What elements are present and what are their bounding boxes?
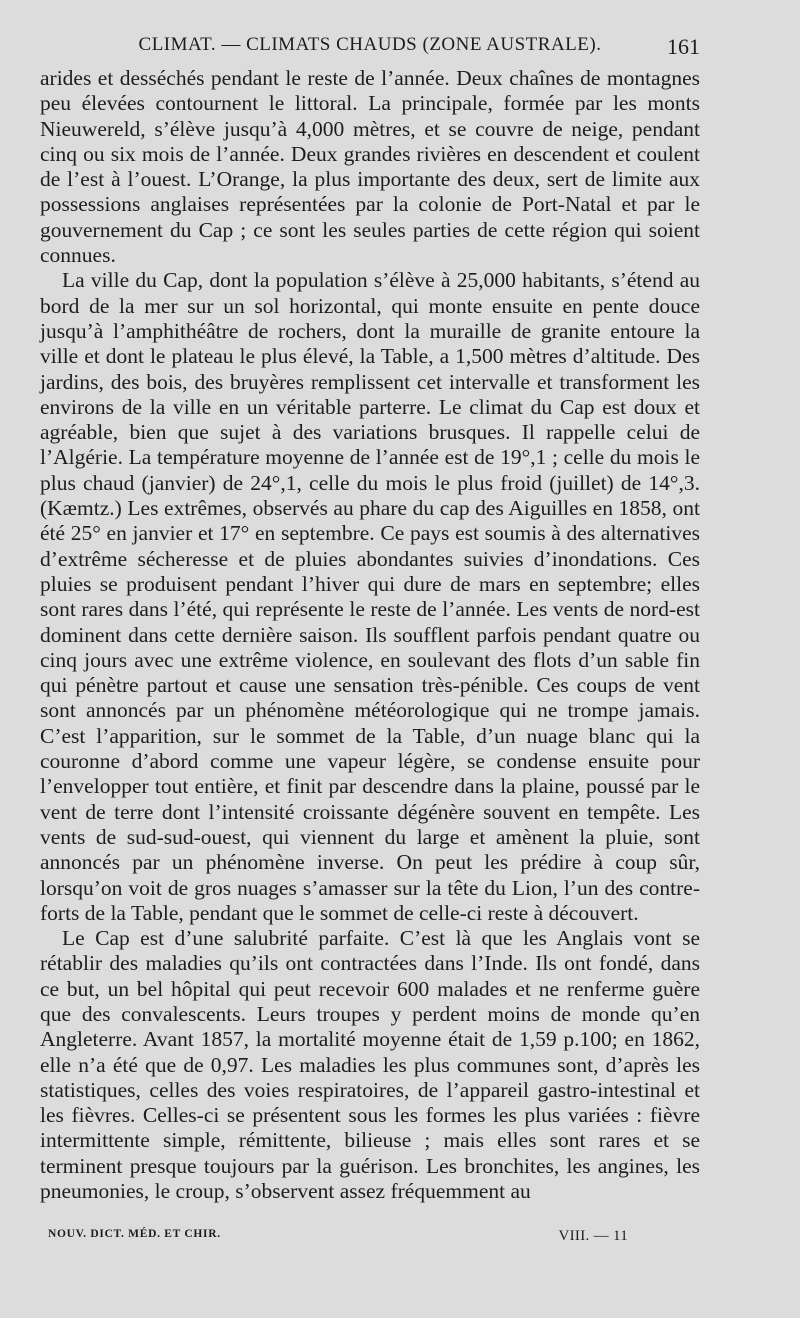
paragraph-1: arides et desséchés pendant le reste de l’année. Deux chaînes de montagnes peu élevées contournent le littoral. La principale, formée par les monts Nieuwereld, s’élève jusqu’à 4,000 mètres, et se couvre de neige, pendant cinq ou six mois de l’année. Deux grandes rivières en descendent et coulent de l’est à l’ouest. L’Orange, la plus importante des deux, sert de limite aux possessions anglaises représentées par la colonie de Port-Natal et par le gouvernement du Cap ; ce sont les seules parties de cette région qui soient connues. [40,66,700,268]
paragraph-2: La ville du Cap, dont la population s’élève à 25,000 habitants, s’étend au bord de la mer sur un sol horizontal, qui monte ensuite en pente douce jusqu’à l’amphithéâtre de rochers, dont la muraille de granite entoure la ville et dont le plateau le plus élevé, la Table, a 1,500 mètres d’altitude. Des jardins, des bois, des bruyères remplissent cet intervalle et transforment les environs de la ville en un véritable parterre. Le climat du Cap est doux et agréable, bien que sujet à des variations brusques. Il rappelle celui de l’Algérie. La température moyenne de l’année est de 19°,1 ; celle du mois le plus chaud (janvier) de 24°,1, celle du mois le plus froid (juillet) de 14°,3. (Kæmtz.) Les extrêmes, observés au phare du cap des Aiguilles en 1858, ont été 25° en janvier et 17° en septembre. Ce pays est soumis à des alternatives d’extrême sécheresse et de pluies abondantes suivies d’inondations. Ces pluies se produisent pendant l’hiver qui dure de mars en septembre; elles sont rares dans l’été, qui représente le reste de l’année. Les vents de nord-est dominent dans cette dernière saison. Ils soufflent parfois pendant quatre ou cinq jours avec une extrême violence, en soulevant des flots d’un sable fin qui pénètre partout et cause une sensation très-pénible. Ces coups de vent sont annoncés par un phénomène météorologique qui ne trompe jamais. C’est l’apparition, sur le sommet de la Table, d’un nuage blanc qui la couronne d’abord comme une vapeur légère, se condense ensuite pour l’envelopper tout entière, et finit par descendre dans la plaine, poussé par le vent de terre dont l’intensité croissante dégénère souvent en tempête. Les vents de sud-sud-ouest, qui viennent du large et amènent la pluie, sont annoncés par un phénomène inverse. On peut les prédire à coup sûr, lorsqu’on voit de gros nuages s’amasser sur la tête du Lion, l’un des contre-forts de la Table, pendant que le sommet de celle-ci reste à découvert. [40,268,700,925]
footer-signature: NOUV. DICT. MÉD. ET CHIR. [48,1228,221,1240]
page-header [40,34,700,64]
footer-volume: VIII. — 11 [558,1228,628,1244]
body-text [40,66,700,1204]
page-number: 161 [667,34,700,59]
running-title: CLIMAT. — CLIMATS CHAUDS (ZONE AUSTRALE). [138,34,602,55]
paragraph-3: Le Cap est d’une salubrité parfaite. C’est là que les Anglais vont se rétablir des maladies qu’ils ont contractées dans l’Inde. Ils ont fondé, dans ce but, un bel hôpital qui peut recevoir 600 malades et ne renferme guère que des convalescents. Leurs troupes y perdent moins de monde qu’en Angleterre. Avant 1857, la mortalité moyenne était de 1,59 p.100; en 1862, elle n’a été que de 0,97. Les maladies les plus communes sont, d’après les statistiques, celles des voies respiratoires, de l’appareil gastro-intestinal et les fièvres. Celles-ci se présentent sous les formes les plus variées : fièvre intermittente simple, rémittente, bilieuse ; mais elles sont rares et se terminent presque toujours par la guérison. Les bronchites, les angines, les pneumonies, le croup, s’observent assez fréquemment au [40,926,700,1204]
page-footer [48,1228,628,1248]
